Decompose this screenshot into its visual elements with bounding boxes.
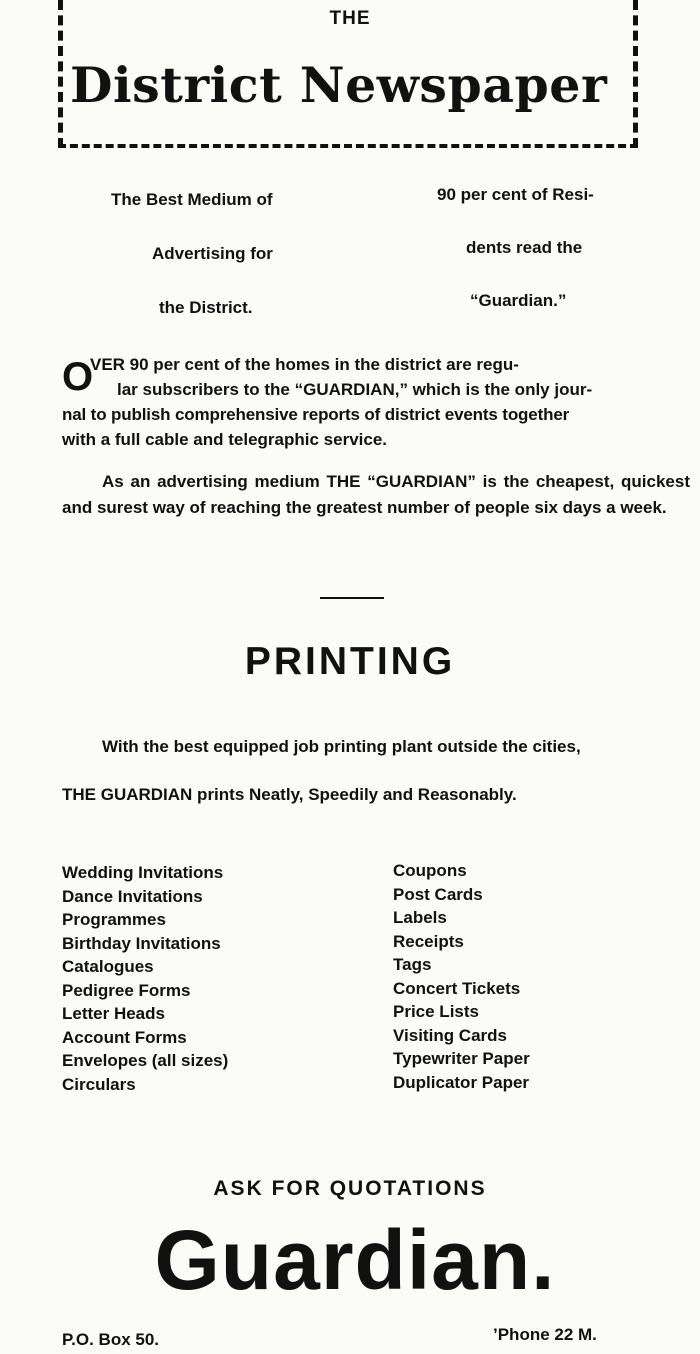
services-list-left [62,861,228,1096]
para1-line-1: VER 90 per cent of the homes in the district are regu- [90,355,519,374]
intro-left-line-1: The Best Medium of [111,190,273,209]
list-item: Circulars [62,1074,136,1094]
list-item: Price Lists [393,1002,479,1021]
intro-right-line-1: 90 per cent of Resi- [437,185,594,204]
ask-for-quotations: ASK FOR QUOTATIONS [213,1177,487,1200]
printing-line-1: With the best equipped job printing plant outside the cities, [102,737,581,756]
list-item: Concert Tickets [393,978,521,998]
para1-line-4: with a full cable and telegraphic service. [62,430,388,449]
para1-line-3: nal to publish comprehensive reports of district events together [62,405,570,424]
body-paragraph-2: As an advertising medium THE “GUARDIAN” is the cheapest, quickest and surest way of reaching the greatest number of people six days a week. [62,472,690,517]
printing-heading: PRINTING [244,640,456,683]
body-paragraph-1 [62,355,692,465]
list-item: Post Cards [393,884,483,904]
intro-right-line-2: dents read the [466,238,583,257]
intro-left-line-2: Advertising for [152,244,273,263]
list-item: Programmes [62,910,166,929]
section-divider [320,597,384,599]
drop-cap: O [62,355,94,399]
list-item: Duplicator Paper [393,1072,530,1092]
list-item: Dance Invitations [62,886,203,906]
phone-number: ’Phone 22 M. [493,1325,597,1344]
intro-right-line-3: “Guardian.” [470,291,567,310]
list-item: Pedigree Forms [62,980,191,1000]
list-item: Birthday Invitations [62,933,221,953]
list-item: Wedding Invitations [62,863,224,882]
para1-line-2: lar subscribers to the “GUARDIAN,” which is the only jour- [117,380,593,399]
list-item: Envelopes (all sizes) [62,1051,229,1070]
po-box: P.O. Box 50. [62,1330,160,1349]
intro-left-line-3: the District. [159,298,253,317]
list-item: Account Forms [62,1027,187,1047]
services-list-right [393,859,530,1094]
printing-line-2: THE GUARDIAN prints Neatly, Speedily and Reasonably. [62,785,517,804]
list-item: Tags [393,955,432,974]
list-item: Catalogues [62,957,154,976]
page-title: District Newspaper [70,56,608,114]
list-item: Receipts [393,931,464,951]
brand-logo-text: Guardian. [154,1213,556,1307]
list-item: Visiting Cards [393,1025,507,1045]
list-item: Coupons [393,861,467,880]
list-item: Typewriter Paper [393,1049,530,1068]
list-item: Labels [393,908,447,927]
header-the: THE [329,8,371,29]
list-item: Letter Heads [62,1004,165,1023]
